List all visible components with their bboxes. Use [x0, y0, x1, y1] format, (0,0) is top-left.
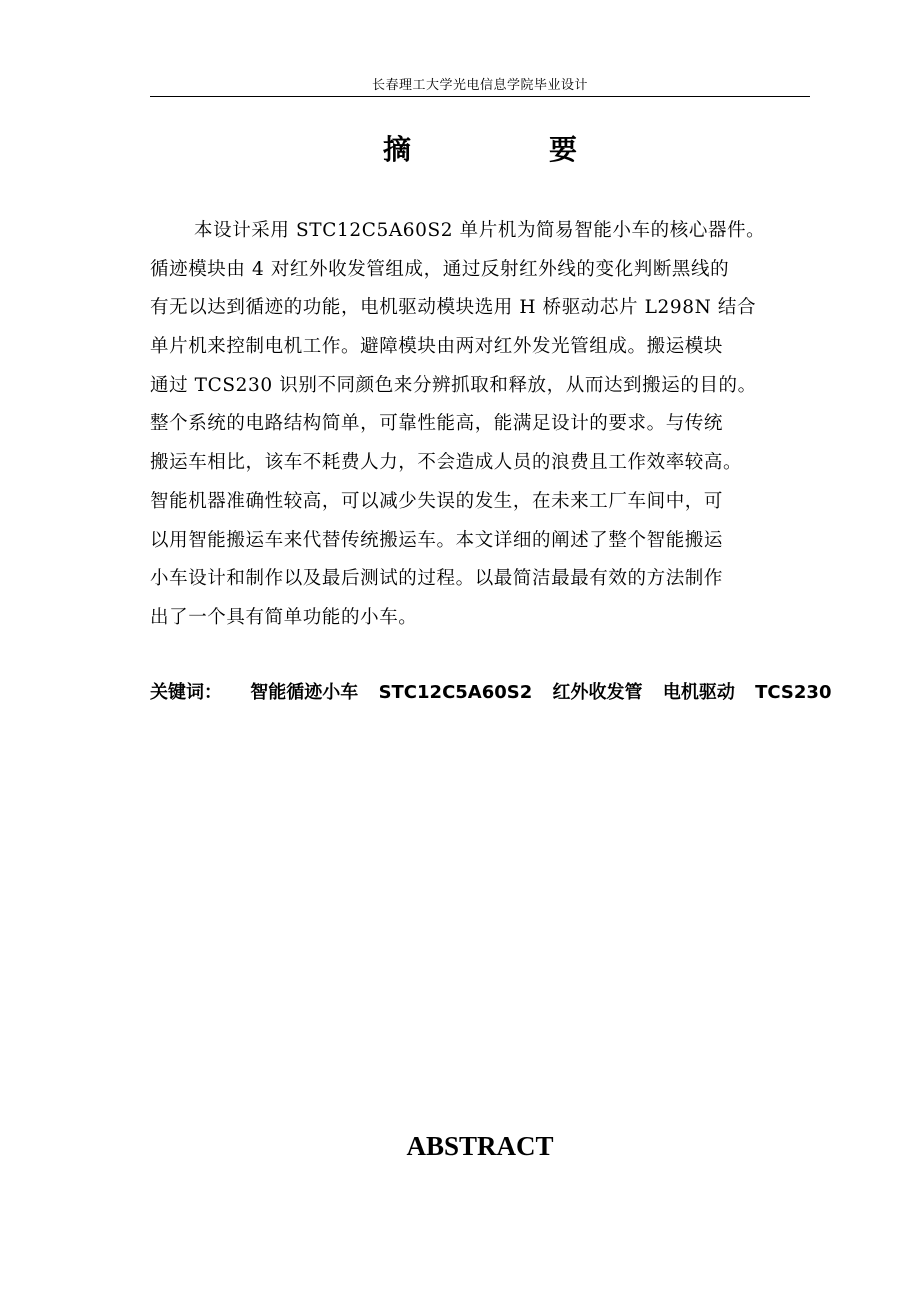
abstract-line: 循迹模块由 4 对红外收发管组成，通过反射红外线的变化判断黑线的 — [150, 258, 730, 280]
keyword-item: 电机驱动 — [662, 682, 735, 703]
abstract-line: 出了一个具有简单功能的小车。 — [150, 606, 418, 628]
abstract-line: 小车设计和制作以及最后测试的过程。以最简洁最最有效的方法制作 — [150, 568, 724, 590]
abstract-line: 通过 TCS230 识别不同颜色来分辨抓取和释放，从而达到搬运的目的。 — [150, 374, 757, 396]
keyword-item: TCS230 — [755, 682, 832, 703]
keywords-line — [150, 679, 870, 707]
keyword-item: 红外收发管 — [552, 682, 643, 703]
abstract-line — [150, 212, 818, 251]
abstract-line: 有无以达到循迹的功能，电机驱动模块选用 H 桥驱动芯片 L298N 结合 — [150, 297, 757, 319]
abstract-line: 智能机器准确性较高，可以减少失误的发生，在未来工厂车间中，可 — [150, 490, 724, 512]
abstract-line-text: 本设计采用 STC12C5A60S2 单片机为简易智能小车的核心器件。 — [194, 220, 766, 241]
abstract-line: 以用智能搬运车来代替传统搬运车。本文详细的阐述了整个智能搬运 — [150, 529, 724, 551]
abstract-line: 搬运车相比，该车不耗费人力，不会造成人员的浪费且工作效率较高。 — [150, 452, 743, 474]
keyword-item: STC12C5A60S2 — [378, 682, 533, 703]
keywords-label: 关键词： — [150, 682, 222, 703]
abstract-line: 整个系统的电路结构简单，可靠性能高，能满足设计的要求。与传统 — [150, 413, 724, 435]
abstract-body — [150, 212, 818, 638]
english-abstract-title: ABSTRACT — [406, 1131, 554, 1161]
abstract-title: 摘 要 — [382, 133, 632, 166]
abstract-line: 单片机来控制电机工作。避障模块由两对红外发光管组成。搬运模块 — [150, 336, 724, 358]
keyword-item: 智能循迹小车 — [250, 682, 359, 703]
running-header: 长春理工大学光电信息学院毕业设计 — [150, 76, 810, 97]
